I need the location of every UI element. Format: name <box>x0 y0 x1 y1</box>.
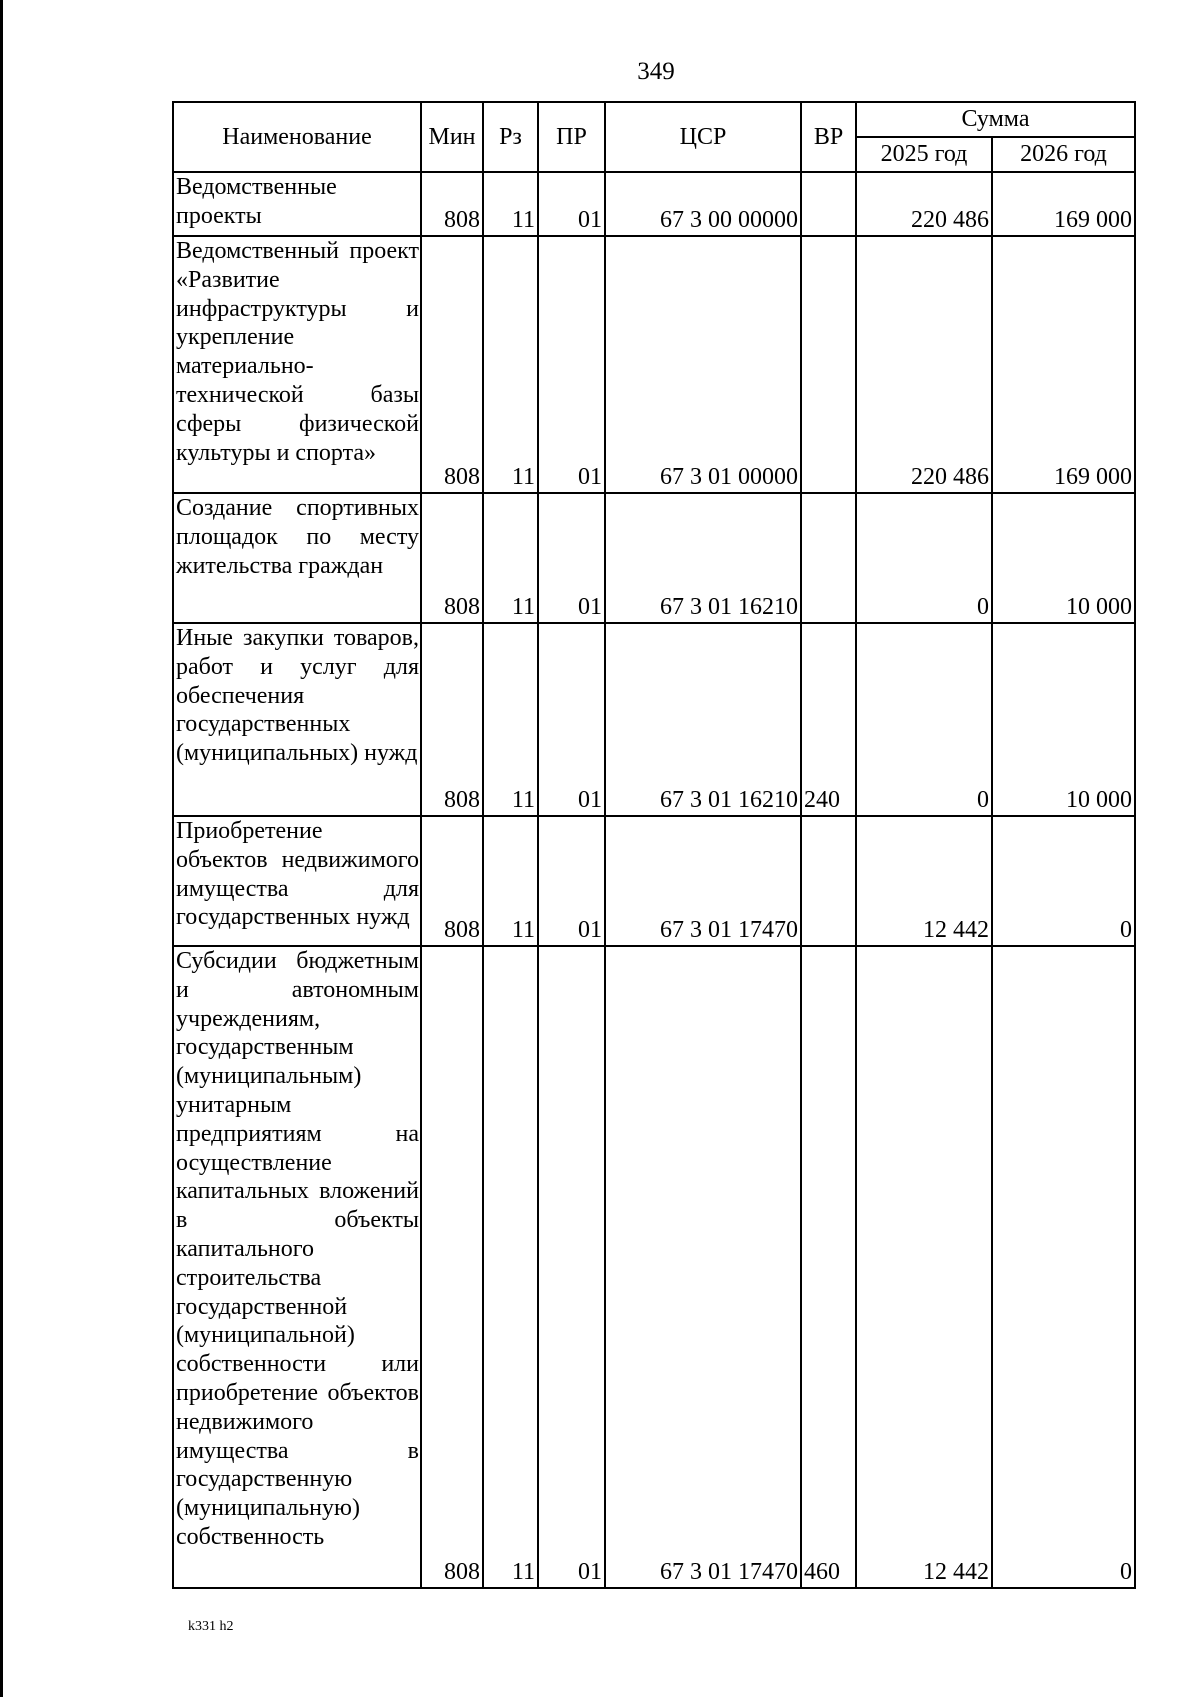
row-csr: 67 3 01 16210 <box>605 493 801 623</box>
budget-table <box>172 101 1136 1589</box>
row-rz: 11 <box>483 816 538 946</box>
row-min: 808 <box>421 172 483 236</box>
header-vr: ВР <box>801 102 856 172</box>
row-min: 808 <box>421 623 483 816</box>
row-min: 808 <box>421 946 483 1588</box>
table-row <box>173 623 1135 816</box>
row-sum-2026: 169 000 <box>992 172 1135 236</box>
row-vr <box>801 236 856 493</box>
row-min: 808 <box>421 236 483 493</box>
header-csr: ЦСР <box>605 102 801 172</box>
table-row <box>173 816 1135 946</box>
row-sum-2025: 220 486 <box>856 236 992 493</box>
row-pr: 01 <box>538 493 605 623</box>
row-sum-2025: 0 <box>856 623 992 816</box>
table-row <box>173 493 1135 623</box>
row-name: Субсидии бюджетным и автономным учреждениям, государственным (муниципальным) унитарным предприятиям на осуществление капитальных вложений в объекты капитального строительства государственной (муниципальной) собственности или приобретение объектов недвижимого имущества в государственную (муниципальную) собственность <box>173 946 421 1588</box>
row-rz: 11 <box>483 172 538 236</box>
row-rz: 11 <box>483 946 538 1588</box>
row-pr: 01 <box>538 172 605 236</box>
footer-code: k331 h2 <box>188 1619 234 1634</box>
row-vr <box>801 816 856 946</box>
row-rz: 11 <box>483 236 538 493</box>
row-sum-2025: 12 442 <box>856 816 992 946</box>
row-sum-2026: 169 000 <box>992 236 1135 493</box>
row-sum-2025: 12 442 <box>856 946 992 1588</box>
row-sum-2025: 0 <box>856 493 992 623</box>
header-pr: ПР <box>538 102 605 172</box>
row-min: 808 <box>421 493 483 623</box>
row-sum-2026: 0 <box>992 816 1135 946</box>
scan-left-edge <box>0 0 3 1697</box>
row-name: Ведомственные проекты <box>173 172 421 236</box>
table-row <box>173 236 1135 493</box>
row-sum-2026: 10 000 <box>992 493 1135 623</box>
row-csr: 67 3 00 00000 <box>605 172 801 236</box>
row-name: Ведомственный проект «Развитие инфраструктуры и укрепление материально-технической базы сферы физической культуры и спорта» <box>173 236 421 493</box>
row-min: 808 <box>421 816 483 946</box>
row-sum-2026: 10 000 <box>992 623 1135 816</box>
row-pr: 01 <box>538 816 605 946</box>
row-name: Создание спортивных площадок по месту жительства граждан <box>173 493 421 623</box>
table-row <box>173 946 1135 1588</box>
row-pr: 01 <box>538 236 605 493</box>
row-name: Приобретение объектов недвижимого имущества для государственных нужд <box>173 816 421 946</box>
row-pr: 01 <box>538 946 605 1588</box>
header-min: Мин <box>421 102 483 172</box>
page-number: 349 <box>637 58 675 85</box>
row-vr: 460 <box>801 946 856 1588</box>
row-csr: 67 3 01 16210 <box>605 623 801 816</box>
row-pr: 01 <box>538 623 605 816</box>
header-rz: Рз <box>483 102 538 172</box>
row-vr: 240 <box>801 623 856 816</box>
row-vr <box>801 493 856 623</box>
row-rz: 11 <box>483 493 538 623</box>
header-year-2026: 2026 год <box>992 137 1135 172</box>
row-csr: 67 3 01 17470 <box>605 816 801 946</box>
row-sum-2025: 220 486 <box>856 172 992 236</box>
row-csr: 67 3 01 17470 <box>605 946 801 1588</box>
header-year-2025: 2025 год <box>856 137 992 172</box>
row-sum-2026: 0 <box>992 946 1135 1588</box>
header-summa: Сумма <box>856 102 1135 137</box>
row-vr <box>801 172 856 236</box>
header-name: Наименование <box>173 102 421 172</box>
row-rz: 11 <box>483 623 538 816</box>
table-row <box>173 172 1135 236</box>
row-name: Иные закупки товаров, работ и услуг для обеспечения государственных (муниципальных) нужд <box>173 623 421 816</box>
row-csr: 67 3 01 00000 <box>605 236 801 493</box>
